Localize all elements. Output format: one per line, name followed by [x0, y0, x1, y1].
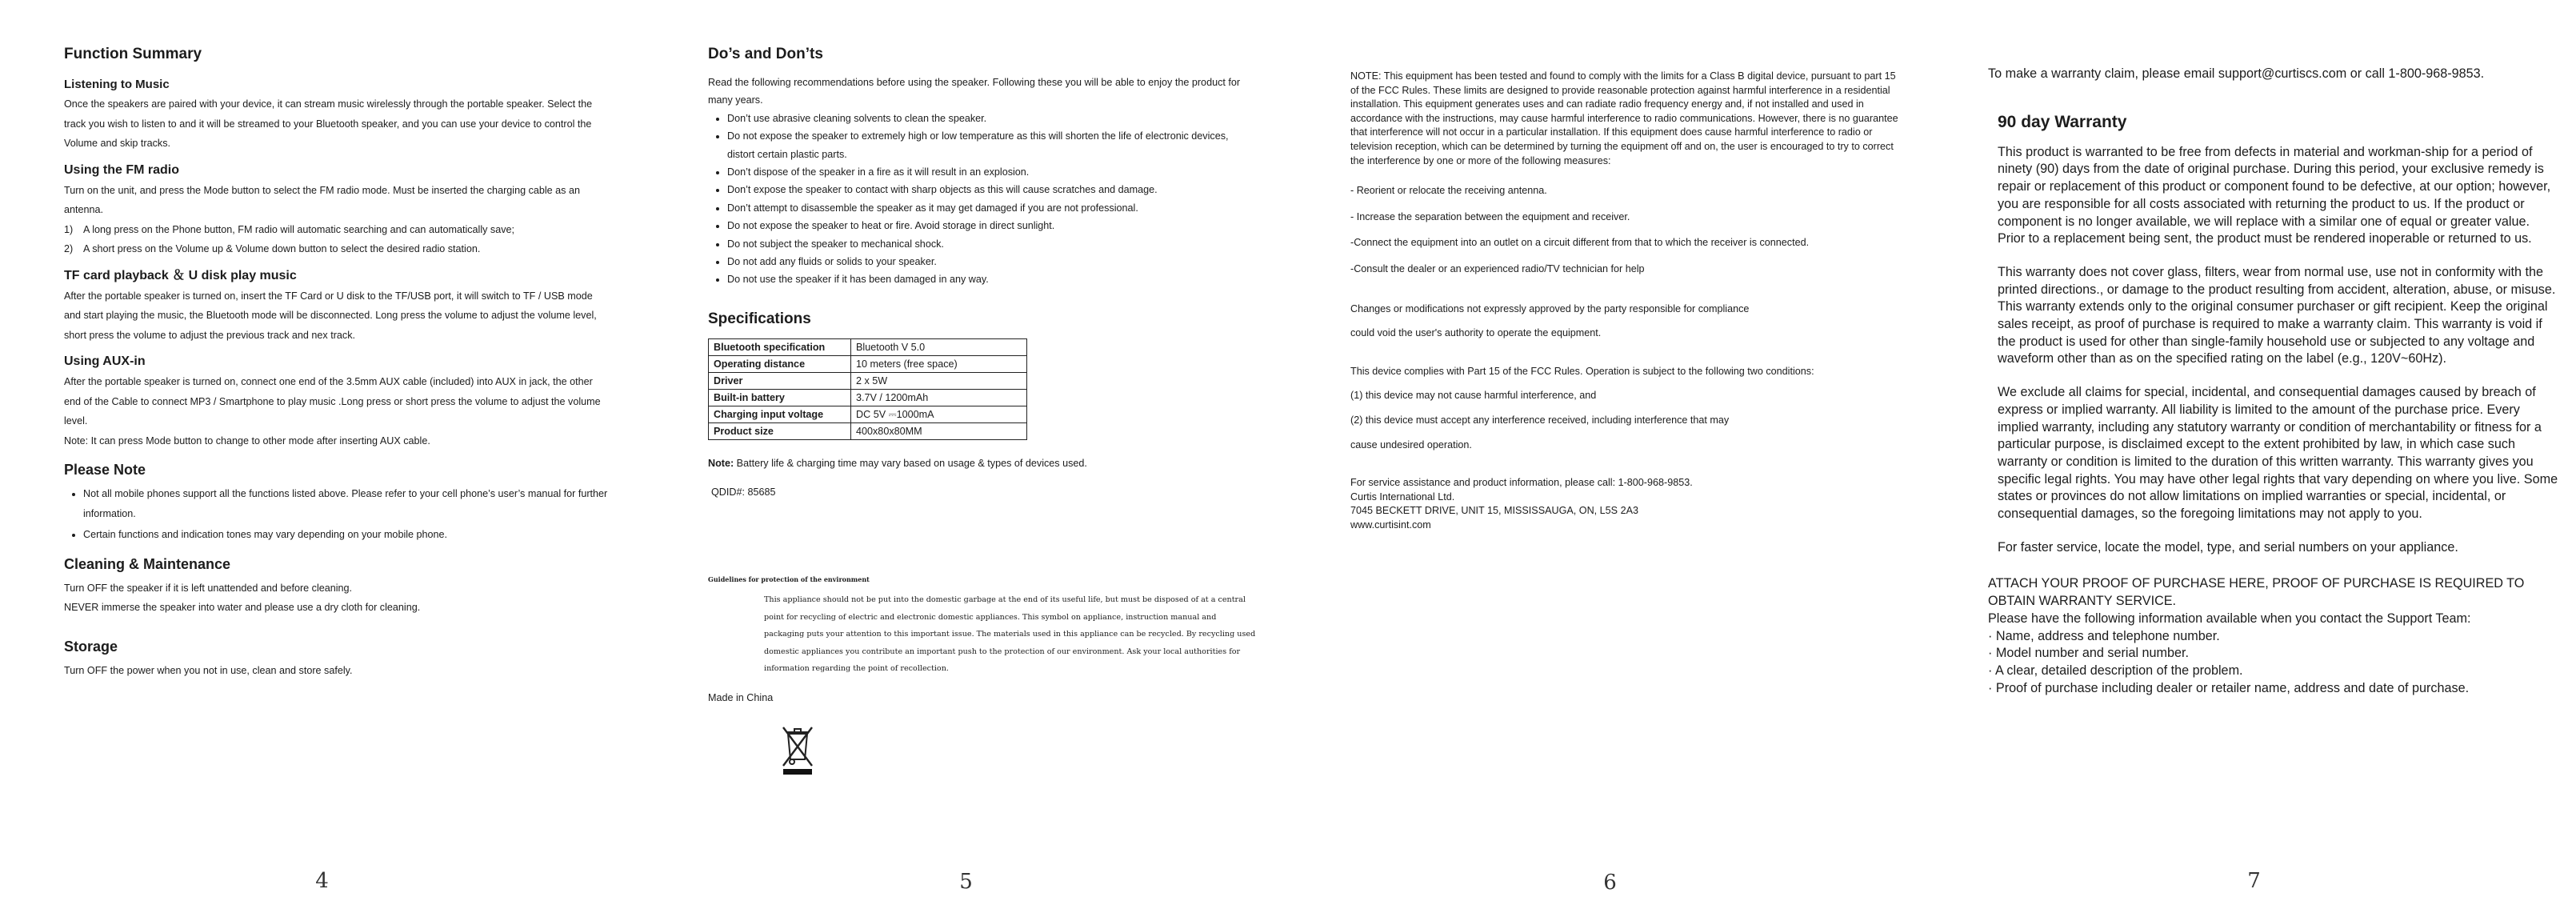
listening-text: Once the speakers are paired with your device, it can stream music wirelessly through the portable speaker. Select the track you wish to listen to and it will be streamed to your Bluetooth speaker, and you can use your device to control the Volume and skip tracks.	[64, 98, 593, 149]
warranty-paragraph: This product is warranted to be free from defects in material and workman-ship for a period of ninety (90) days from the date of original purchase. During this period, your exclusive remedy is repair or replacement of this product or component found to be defective, at our option; however, you are responsible for all costs associated with returning the product to us. If the product or component is no longer available, we will replace with a similar one of equal or greater value. Prior to a replacement being sent, the product must be rendered inoperable or returned to us.	[1998, 144, 2551, 246]
condition-item: cause undesired operation.	[1350, 438, 1472, 450]
page-number: 7	[2247, 869, 2261, 894]
page-4	[0, 0, 644, 913]
spec-note: Note: Battery life & charging time may vary based on usage & types of devices used.	[708, 457, 1087, 469]
fm-text: Turn on the unit, and press the Mode button to select the FM radio mode. Must be inserted the charging cable as an antenna.	[64, 184, 580, 215]
measure-item: - Increase the separation between the equipment and receiver.	[1350, 210, 1630, 222]
made-in: Made in China	[708, 691, 774, 703]
claim-text: To make a warranty claim, please email support@curtiscs.com or call 1-800-968-9853.	[1988, 66, 2485, 81]
changes-text: Changes or modifications not expressly approved by the party responsible for compliance	[1350, 302, 1750, 314]
support-intro: Please have the following information available when you contact the Support Team:	[1988, 611, 2471, 626]
warranty-paragraph: We exclude all claims for special, incidental, and consequential damages caused by breach of express or implied warranty. All liability is limited to the amount of the purchase price. Every implied warranty, including any statutory warranty or condition of merchantability or fitness for a particular purpose, is disclaimed except to the extent prohibited by law, in which case such warranty or condition is limited to the duration of this written warranty. This warranty gives you specific legal rights. You may have other legal rights that vary depending on where you live. Some states or provinces do not allow limitations on implied warranties or special, incidental, or consequential damages, so the foregoing limitations may not apply to you.	[1998, 385, 2558, 522]
list-item: • Do not expose the speaker to extremely high or low temperature as this will shorten the life of electronic devices, distort certain plastic parts.	[727, 127, 1256, 163]
fm-title: Using the FM radio	[64, 162, 179, 177]
company-website: www.curtisint.com	[1350, 519, 1431, 531]
measure-item: - Reorient or relocate the receiving antenna.	[1350, 185, 1547, 197]
list-item: · Model number and serial number.	[1988, 645, 2560, 663]
list-item: • Don’t expose the speaker to contact with sharp objects as this will cause scratches and damage.	[727, 181, 1256, 198]
page-number: 6	[1603, 871, 1617, 895]
table-row: Driver 2 x 5W	[709, 372, 1027, 389]
list-item: · A clear, detailed description of the problem.	[1988, 663, 2560, 680]
table-row: Charging input voltage DC 5V ⎓1000mA	[709, 406, 1027, 422]
warranty-paragraph: This warranty does not cover glass, filters, wear from normal use, use not in conformity with the printed directions., or damage to the product resulting from accident, alteration, abuse, or misuse. This warranty extends only to the original consumer purchaser or gift recipient. Keep the original sales receipt, as proof of purchase is required to make a warranty claim. This warranty is void if the product is used for other than single-family household use or subjected to any voltage and waveform other than as on the specified rating on the label (e.g., 120V~60Hz).	[1998, 264, 2556, 366]
please-note-list	[64, 484, 612, 545]
company-address: 7045 BECKETT DRIVE, UNIT 15, MISSISSAUGA, ON, L5S 2A3	[1350, 505, 1638, 517]
list-item: • Don’t use abrasive cleaning solvents to clean the speaker.	[727, 110, 1256, 127]
company-name: Curtis International Ltd.	[1350, 491, 1455, 503]
please-note-title: Please Note	[64, 462, 146, 478]
aux-note: Note: It can press Mode button to change to other mode after inserting AUX cable.	[64, 434, 430, 446]
tf-title: TF card playback ＆ U disk play music	[64, 268, 297, 282]
attach-text: ATTACH YOUR PROOF OF PURCHASE HERE, PROOF OF PURCHASE IS REQUIRED TO OBTAIN WARRANTY SERVICE.	[1988, 576, 2525, 609]
list-item: • Not all mobile phones support all the functions listed above. Please refer to your cell phone’s user’s manual for further information.	[83, 484, 612, 523]
page-5	[644, 0, 1288, 913]
fm-step: 2) A short press on the Volume up & Volume down button to select the desired radio station.	[64, 243, 481, 254]
page-7	[1932, 0, 2576, 913]
crossed-out-wheelie-bin-icon	[780, 723, 815, 775]
env-title: Guidelines for protection of the environment	[708, 575, 870, 583]
fcc-notice: NOTE: This equipment has been tested and found to comply with the limits for a Class B digital device, pursuant to part 15 of the FCC Rules. These limits are designed to provide reasonable protection against harmful interference in a residential installation. This equipment generates uses and can radiate radio frequency energy and, if not installed and used in accordance with the instructions, may cause harmful interference to radio communications. However, there is no guarantee that interference will not occur in a particular installation. If this equipment does cause harmful interference to radio or television reception, which can be determined by turning the equipment off and on, the user is encouraged to try to correct the interference by one or more of the following measures:	[1350, 70, 1898, 166]
list-item: • Certain functions and indication tones may vary depending on your mobile phone.	[83, 525, 612, 545]
spec-title: Specifications	[708, 310, 811, 327]
storage-text: Turn OFF the power when you not in use, clean and store safely.	[64, 664, 353, 676]
storage-title: Storage	[64, 638, 118, 655]
list-item: • Don’t attempt to disassemble the speaker as it may get damaged if you are not professional.	[727, 199, 1256, 217]
support-list	[1988, 628, 2560, 698]
spec-table	[708, 338, 1027, 440]
listening-title: Listening to Music	[64, 78, 170, 91]
qdid: QDID#: 85685	[711, 487, 776, 499]
cleaning-title: Cleaning & Maintenance	[64, 555, 231, 572]
changes-text: could void the user's authority to operate the equipment.	[1350, 327, 1602, 339]
part15-intro: This device complies with Part 15 of the FCC Rules. Operation is subject to the following two conditions:	[1350, 365, 1814, 377]
condition-item: (1) this device may not cause harmful interference, and	[1350, 390, 1597, 402]
list-item: · Name, address and telephone number.	[1988, 628, 2560, 646]
measure-item: -Consult the dealer or an experienced radio/TV technician for help	[1350, 262, 1645, 274]
list-item: • Don’t dispose of the speaker in a fire as it will result in an explosion.	[727, 163, 1256, 181]
list-item: • Do not subject the speaker to mechanical shock.	[727, 235, 1256, 253]
table-row: Product size 400x80x80MM	[709, 422, 1027, 439]
list-item: • Do not expose the speaker to heat or fire. Avoid storage in direct sunlight.	[727, 217, 1256, 234]
list-item: · Proof of purchase including dealer or retailer name, address and date of purchase.	[1988, 680, 2560, 698]
dos-intro: Read the following recommendations before using the speaker. Following these you will be able to enjoy the product for many years.	[708, 77, 1241, 106]
env-text: This appliance should not be put into the domestic garbage at the end of its useful life, but must be disposed of at a central point for recycling of electric and electronic domestic appliances. This symbol on appliance, instruction manual and packaging puts your attention to this important issue. The materials used in this appliance can be recycled. By recycling used domestic appliances you contribute an important push to the protection of our environment. Ask your local authorities for information regarding the point of recollection.	[764, 595, 1256, 674]
measure-item: -Connect the equipment into an outlet on a circuit different from that to which the receiver is connected.	[1350, 237, 1810, 249]
service-text: For service assistance and product information, please call: 1-800-968-9853.	[1350, 477, 1693, 489]
page-6	[1288, 0, 1932, 913]
cleaning-line: NEVER immerse the speaker into water and please use a dry cloth for cleaning.	[64, 602, 421, 613]
dos-list	[708, 110, 1256, 289]
warranty-title: 90 day Warranty	[1998, 112, 2127, 131]
list-item: • Do not use the speaker if it has been damaged in any way.	[727, 270, 1256, 288]
table-row: Bluetooth specification Bluetooth V 5.0	[709, 338, 1027, 355]
fm-step: 1) A long press on the Phone button, FM radio will automatic searching and can automatically save;	[64, 223, 515, 235]
table-row: Built-in battery 3.7V / 1200mAh	[709, 389, 1027, 406]
list-item: • Do not add any fluids or solids to your speaker.	[727, 253, 1256, 270]
cleaning-line: Turn OFF the speaker if it is left unattended and before cleaning.	[64, 582, 353, 594]
tf-text: After the portable speaker is turned on, insert the TF Card or U disk to the TF/USB port, it will switch to TF / USB mode and start playing the music, the Bluetooth mode will be disconnected. Long press the volume to adjust the volume level, short press the volume to adjust the previous track and nex track.	[64, 290, 597, 341]
dos-title: Do’s and Don’ts	[708, 46, 823, 62]
page-number: 4	[315, 868, 329, 893]
function-summary-title: Function Summary	[64, 46, 202, 62]
table-row: Operating distance 10 meters (free space)	[709, 355, 1027, 372]
aux-title: Using AUX-in	[64, 354, 146, 368]
condition-item: (2) this device must accept any interference received, including interference that may	[1350, 414, 1730, 426]
page-number: 5	[959, 869, 973, 894]
warranty-paragraph: For faster service, locate the model, type, and serial numbers on your appliance.	[1998, 539, 2458, 555]
aux-text: After the portable speaker is turned on, connect one end of the 3.5mm AUX cable (included) into AUX in jack, the other end of the Cable to connect MP3 / Smartphone to play music .Long press or short press the volume to adjust the volume level.	[64, 376, 601, 426]
